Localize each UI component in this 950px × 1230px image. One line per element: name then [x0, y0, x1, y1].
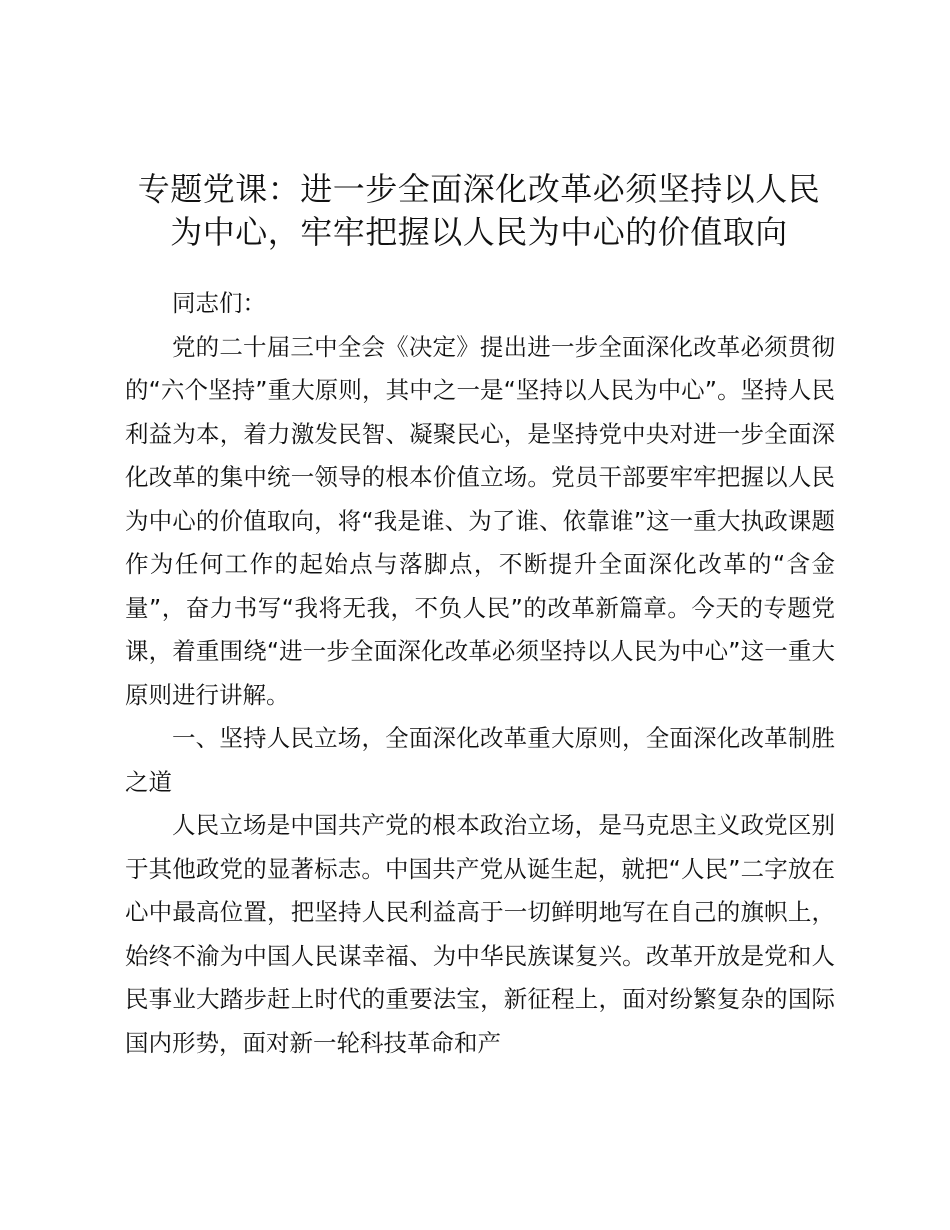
salutation: 同志们： [172, 289, 266, 317]
document-body [125, 282, 835, 1065]
paragraph-intro: 党的二十届三中全会《决定》提出进一步全面深化改革必须贯彻的“六个坚持”重大原则，其中之一是“坚持以人民为中心”。坚持人民利益为本，着力激发民智、凝聚民心，是坚持党中央对进一步全面深化改革的集中统一领导的根本价值立场。党员干部要牢牢把握以人民为中心的价值取向，将“我是谁、为了谁、依靠谁”这一重大执政课题作为任何工作的起始点与落脚点，不断提升全面深化改革的“含金量”，奋力书写“我将无我，不负人民”的改革新篇章。今天的专题党课，着重围绕“进一步全面深化改革必须坚持以人民为中心”这一重大原则进行讲解。 [125, 332, 835, 709]
document-title: 专题党课：进一步全面深化改革必须坚持以人民为中心，牢牢把握以人民为中心的价值取向 [137, 170, 821, 251]
paragraph-section-1: 人民立场是中国共产党的根本政治立场，是马克思主义政党区别于其他政党的显著标志。中国共产党从诞生起，就把“人民”二字放在心中最高位置，把坚持人民利益高于一切鲜明地写在自己的旗帜上，始终不渝为中国人民谋幸福、为中华民族谋复兴。改革开放是党和人民事业大踏步赶上时代的重要法宝，新征程上，面对纷繁复杂的国际国内形势，面对新一轮科技革命和产 [125, 811, 835, 1057]
section-heading-1: 一、坚持人民立场，全面深化改革重大原则，全面深化改革制胜之道 [125, 724, 835, 796]
